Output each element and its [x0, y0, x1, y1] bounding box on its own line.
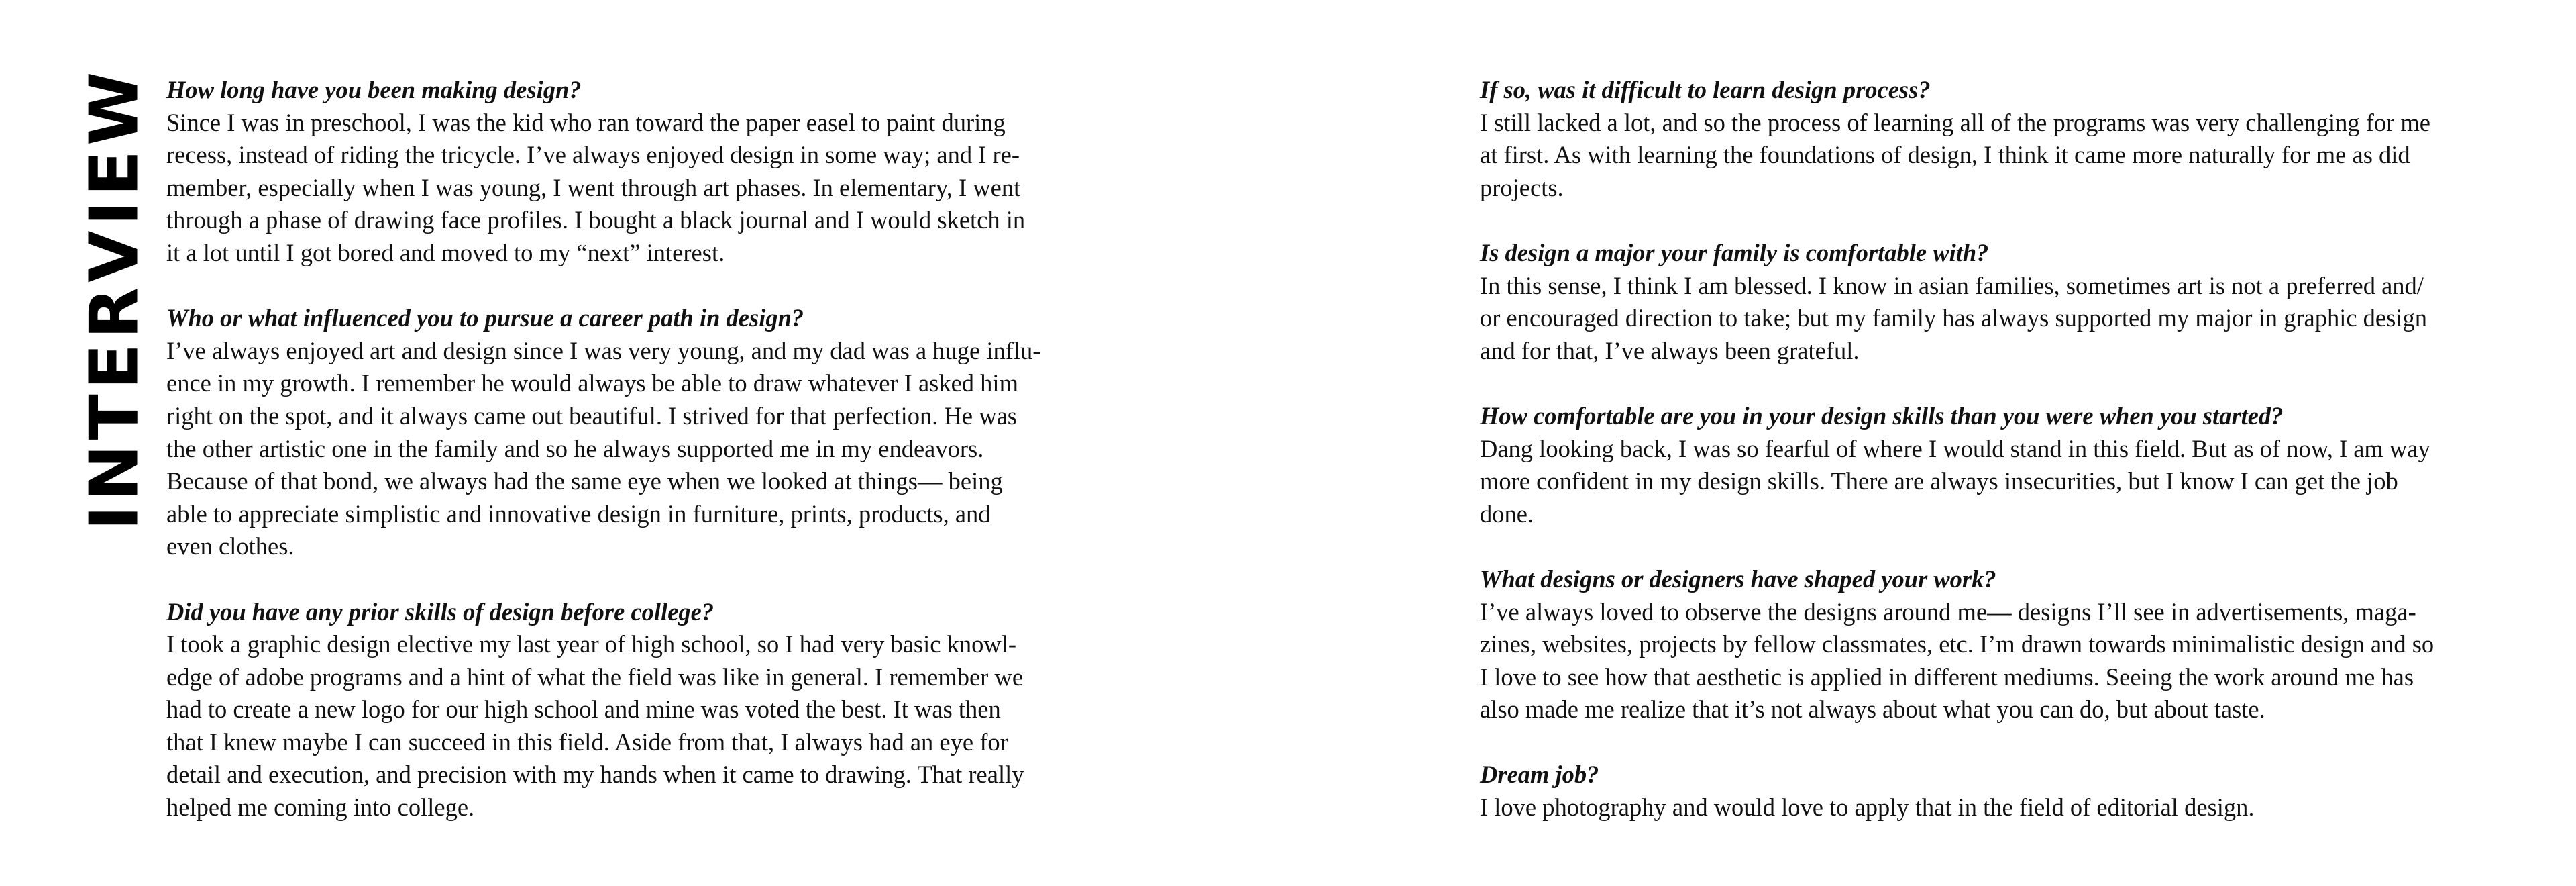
- qa-block: [1480, 563, 2540, 726]
- answer: Since I was in preschool, I was the kid who ran toward the paper easel to paint during recess, instead of riding the tricycle. I’ve always enjoyed design in some way; and I re- member, especially when I was young, I went through art phases. In elementary, I went through a phase of drawing face profiles. I bought a black journal and I would sketch in it a lot until I got bored and moved to my “next” interest.: [166, 108, 1026, 266]
- qa-block: [1480, 74, 2540, 204]
- page-title: [74, 66, 154, 531]
- question: Who or what influenced you to pursue a career path in design?: [166, 304, 804, 332]
- question: How long have you been making design?: [166, 76, 582, 103]
- left-column: [166, 74, 1132, 856]
- question: What designs or designers have shaped your work?: [1480, 564, 1996, 593]
- question: Did you have any prior skills of design before college?: [166, 597, 714, 626]
- question: How comfortable are you in your design skills than you were when you started?: [1480, 401, 2284, 430]
- question: Is design a major your family is comfortable with?: [1480, 238, 1989, 266]
- answer: I’ve always loved to observe the designs around me— designs I’ll see in advertisements, maga- zines, websites, projects by fellow classmates, etc. I’m drawn towards minimalistic design and so I love to see how that aesthetic is applied in different mediums. Seeing the work around me has also made me realize that it’s not always about what you can do, but about taste.: [1480, 597, 2434, 724]
- page-title-text: INTERVIEW: [74, 66, 154, 531]
- qa-block: [1480, 758, 2540, 824]
- qa-block: [1480, 237, 2540, 367]
- answer: I love photography and would love to apply that in the field of editorial design.: [1480, 793, 2255, 822]
- answer: In this sense, I think I am blessed. I know in asian families, sometimes art is not a preferred and/ or encouraged direction to take; but my family has always supported my major in graphic design and for that, I’ve always been grateful.: [1480, 271, 2427, 364]
- answer: Dang looking back, I was so fearful of where I would stand in this field. But as of now, I am way more confident in my design skills. There are always insecurities, but I know I can get the job done.: [1480, 434, 2430, 528]
- right-column: [1480, 74, 2540, 856]
- qa-block: [166, 302, 1132, 563]
- answer: I’ve always enjoyed art and design since I was very young, and my dad was a huge influ- ence in my growth. I remember he would always be able to draw whatever I asked him right on the spot, and it always came out beautiful. I strived for that perfection. He was the other artistic one in the family and so he always supported me in my endeavors. Because of that bond, we always had the same eye when we looked at things— being able to appreciate simplistic and innovative design in furniture, prints, products, and even clothes.: [166, 336, 1041, 560]
- question: Dream job?: [1480, 760, 1599, 789]
- qa-block: [166, 74, 1132, 270]
- answer: I still lacked a lot, and so the process of learning all of the programs was very challenging for me at first. As with learning the foundations of design, I think it came more naturally for me as did projects.: [1480, 108, 2430, 201]
- answer: I took a graphic design elective my last year of high school, so I had very basic knowl- edge of adobe programs and a hint of what the field was like in general. I remember we had to create a new logo for our high school and mine was voted the best. It was then that I knew maybe I can succeed in this field. Aside from that, I always had an eye for detail and execution, and precision with my hands when it came to drawing. That really helped me coming into college.: [166, 630, 1024, 822]
- question: If so, was it difficult to learn design process?: [1480, 76, 1931, 103]
- qa-block: [166, 596, 1132, 824]
- qa-block: [1480, 400, 2540, 530]
